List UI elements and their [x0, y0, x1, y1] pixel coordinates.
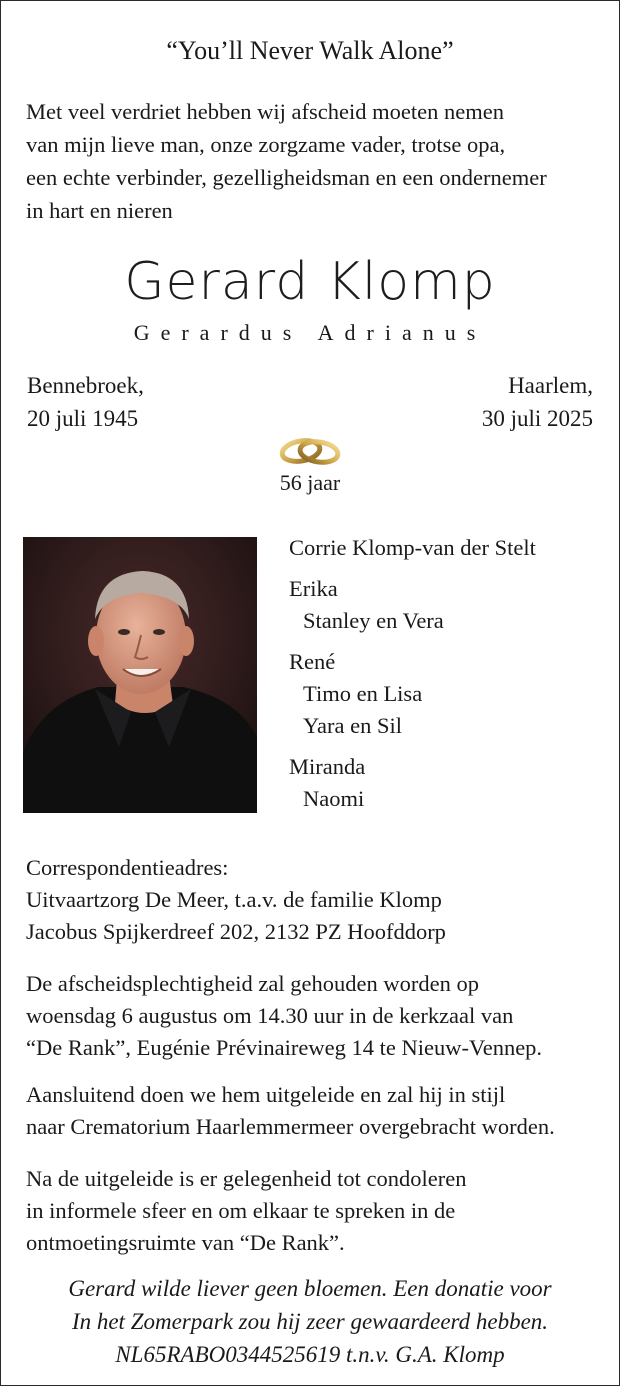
portrait-photo: [23, 537, 257, 813]
ceremony-line: “De Rank”, Eugénie Prévinaireweg 14 te Nieuw-Vennep.: [26, 1035, 543, 1060]
donation-line: Gerard wilde liever geen bloemen. Een donatie voor: [68, 1276, 552, 1301]
birth-date: 20 juli 1945: [27, 406, 139, 431]
condolence-line: ontmoetingsruimte van “De Rank”.: [26, 1230, 345, 1255]
cremation-line: naar Crematorium Haarlemmermeer overgebracht worden.: [26, 1114, 555, 1139]
family-list: [289, 532, 609, 815]
intro-line: in hart en nieren: [26, 198, 173, 223]
ceremony-line: woensdag 6 augustus om 14.30 uur in de kerkzaal van: [26, 1003, 514, 1028]
wedding-rings-icon: [277, 431, 343, 471]
condolence-line: Na de uitgeleide is er gelegenheid tot condoleren: [26, 1166, 467, 1191]
condolence-line: in informele sfeer en om elkaar te spreken in de: [26, 1198, 456, 1223]
deceased-full-name: Gerardus Adrianus: [133, 320, 487, 345]
death-place: Haarlem,: [508, 373, 593, 398]
death-date: 30 juli 2025: [481, 406, 593, 431]
donation-line: In het Zomerpark zou hij zeer gewaardeerd hebben.: [71, 1309, 549, 1334]
birth-info: [27, 369, 144, 435]
cremation-info: [26, 1079, 606, 1143]
intro-line: Met veel verdriet hebben wij afscheid moeten nemen: [26, 99, 504, 124]
correspondence-line: Uitvaartzorg De Meer, t.a.v. de familie Klomp: [26, 887, 442, 912]
birth-place: Bennebroek,: [27, 373, 144, 398]
ceremony-info: [26, 968, 606, 1064]
correspondence-address: [26, 852, 606, 948]
family-grandchildren: Timo en Lisa: [303, 681, 423, 706]
family-child: Miranda: [289, 754, 366, 779]
death-info: [482, 369, 593, 435]
donation-account: NL65RABO0344525619 t.n.v. G.A. Klomp: [115, 1342, 505, 1367]
family-spouse: Corrie Klomp-van der Stelt: [289, 535, 536, 560]
motto-quote: “You’ll Never Walk Alone”: [166, 36, 454, 65]
correspondence-line: Correspondentieadres:: [26, 855, 229, 880]
correspondence-line: Jacobus Spijkerdreef 202, 2132 PZ Hoofddorp: [26, 919, 446, 944]
intro-text: [26, 95, 601, 227]
cremation-line: Aansluitend doen we hem uitgeleide en zal hij in stijl: [26, 1082, 506, 1107]
donation-note: [1, 1272, 619, 1371]
family-grandchildren: Naomi: [303, 786, 365, 811]
family-child: René: [289, 649, 336, 674]
intro-line: van mijn lieve man, onze zorgzame vader, trotse opa,: [26, 132, 506, 157]
family-child: Erika: [289, 576, 338, 601]
marriage-years: 56 jaar: [279, 470, 341, 495]
deceased-name: Gerard Klomp: [124, 252, 496, 312]
ceremony-line: De afscheidsplechtigheid zal gehouden worden op: [26, 971, 479, 996]
intro-line: een echte verbinder, gezelligheidsman en een ondernemer: [26, 165, 547, 190]
family-grandchildren: Stanley en Vera: [303, 608, 444, 633]
family-grandchildren: Yara en Sil: [303, 713, 402, 738]
condolence-info: [26, 1163, 606, 1259]
